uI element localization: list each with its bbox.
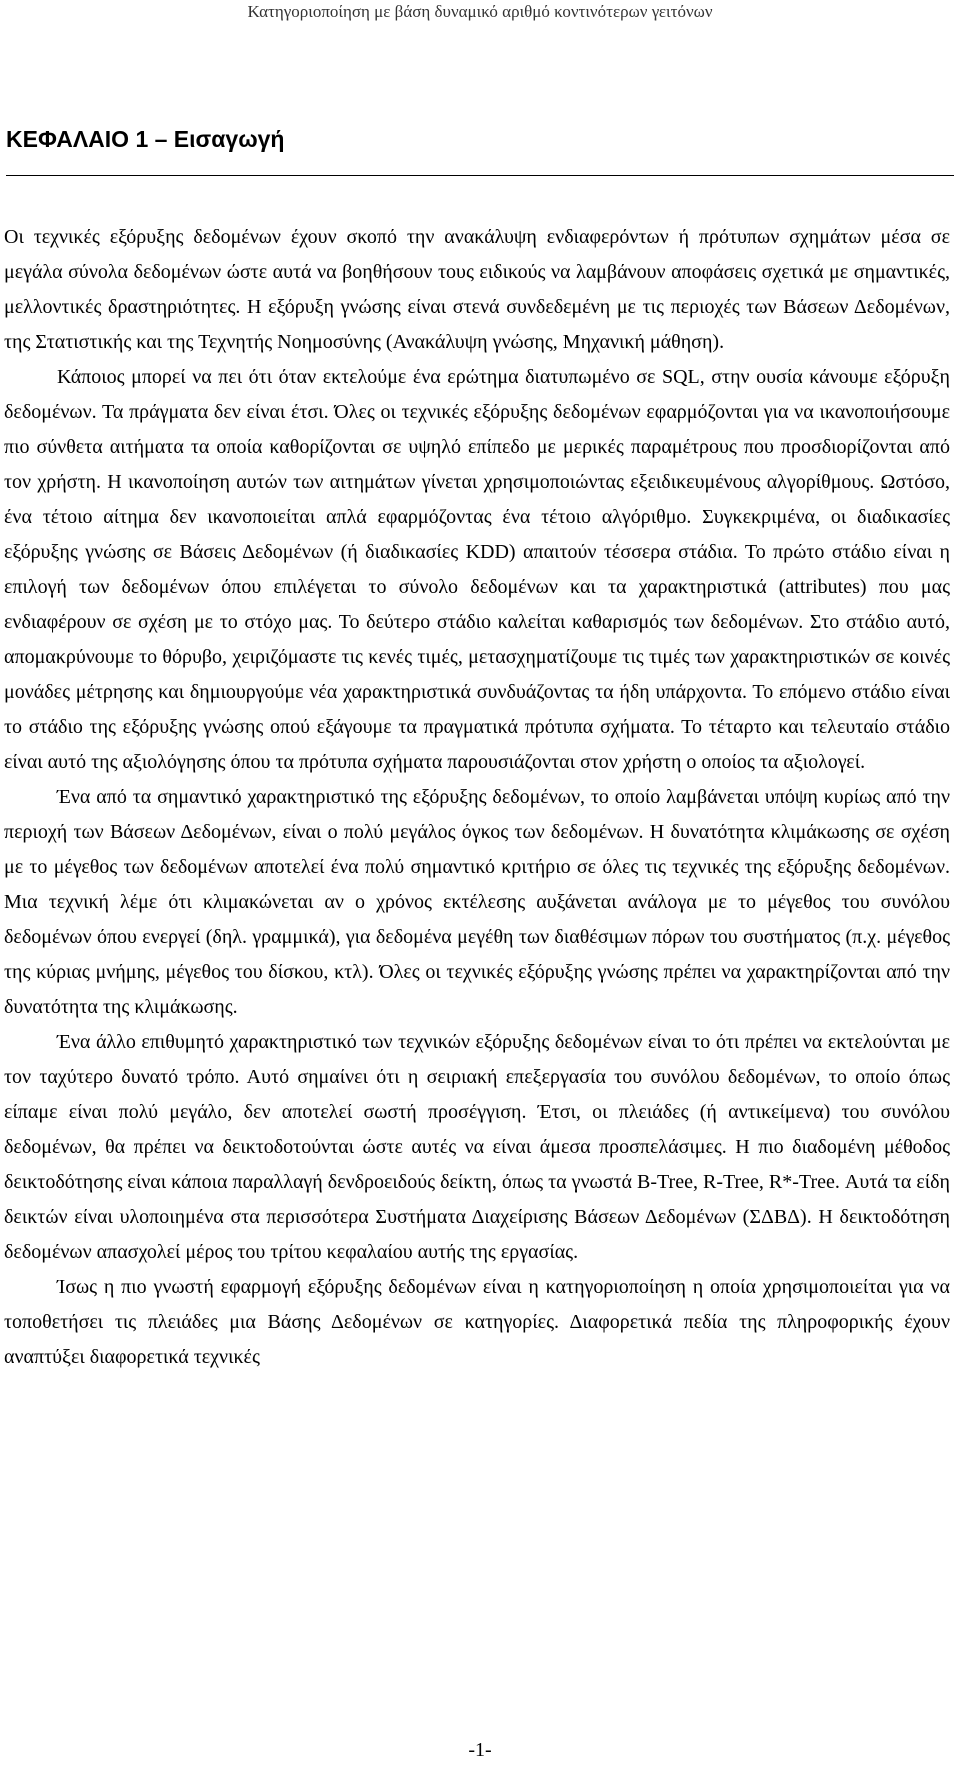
paragraph-classification: Ίσως η πιο γνωστή εφαρμογή εξόρυξης δεδομένων είναι η κατηγοριοποίηση η οποία χρησιμοποιείται για να τοποθετήσει τις πλειάδες μια Βάσης Δεδομένων σε κατηγορίες. Διαφορετικά πεδία της πληροφορικής έχουν αναπτύξει διαφορετικά τεχνικές <box>4 1276 950 1368</box>
body-text <box>4 220 950 1375</box>
paragraph-intro: Οι τεχνικές εξόρυξης δεδομένων έχουν σκοπό την ανακάλυψη ενδιαφερόντων ή πρότυπων σχημάτων μέσα σε μεγάλα σύνολα δεδομένων ώστε αυτά να βοηθήσουν τους ειδικούς να λαμβάνουν αποφάσεις σχετικά με σημαντικές, μελλοντικές δραστηριότητες. Η εξόρυξη γνώσης είναι στενά συνδεδεμένη με τις περιοχές των Βάσεων Δεδομένων, της Στατιστικής και της Τεχνητής Νοημοσύνης (Ανακάλυψη γνώσης, Μηχανική μάθηση). <box>4 226 950 353</box>
paragraph-indexing: Ένα άλλο επιθυμητό χαρακτηριστικό των τεχνικών εξόρυξης δεδομένων είναι το ότι πρέπει να εκτελούνται με τον ταχύτερο δυνατό τρόπο. Αυτό σημαίνει ότι η σειριακή επεξεργασία του συνόλου δεδομένων, το οποίο όπως είπαμε είναι πολύ μεγάλο, δεν αποτελεί σωστή προσέγγιση. Έτσι, οι πλειάδες (ή αντικείμενα) του συνόλου δεδομένων, θα πρέπει να δεικτοδοτούνται ώστε αυτές να είναι άμεσα προσπελάσιμες. Η πιο διαδομένη μέθοδος δεικτοδότησης είναι κάποια παραλλαγή δενδροειδούς δείκτη, όπως τα γνωστά B-Tree, R-Tree, R*-Tree. Αυτά τα είδη δεικτών είναι υλοποιημένα στα περισσότερα Συστήματα Διαχείρισης Βάσεων Δεδομένων (ΣΔΒΔ). Η δεικτοδότηση δεδομένων απασχολεί μέρος του τρίτου κεφαλαίου αυτής της εργασίας. <box>4 1031 950 1263</box>
chapter-title: ΚΕΦΑΛΑΙΟ 1 – Εισαγωγή <box>6 126 954 176</box>
page-number: -1- <box>468 1739 492 1761</box>
paragraph-kdd-stages: Κάποιος μπορεί να πει ότι όταν εκτελούμε ένα ερώτημα διατυπωμένο σε SQL, στην ουσία κάνουμε εξόρυξη δεδομένων. Τα πράγματα δεν είναι έτσι. Όλες οι τεχνικές εξόρυξης δεδομένων εφαρμόζονται για να ικανοποιήσουμε πιο σύνθετα αιτήματα τα οποία καθορίζονται σε υψηλό επίπεδο με μερικές παραμέτρους που προσδιορίζονται από τον χρήστη. Η ικανοποίηση αυτών των αιτημάτων γίνεται χρησιμοποιώντας εξειδικευμένους αλγορίθμους. Ωστόσο, ένα τέτοιο αίτημα δεν ικανοποιείται απλά εφαρμόζοντας ένα τέτοιο αλγόριθμο. Συγκεκριμένα, οι διαδικασίες εξόρυξης γνώσης σε Βάσεις Δεδομένων (ή διαδικασίες KDD) απαιτούν τέσσερα στάδια. Το πρώτο στάδιο είναι η επιλογή των δεδομένων όπου επιλέγεται το σύνολο δεδομένων και τα χαρακτηριστικά (attributes) που μας ενδιαφέρουν σε σχέση με το στόχο μας. Το δεύτερο στάδιο καλείται καθαρισμός των δεδομένων. Στο στάδιο αυτό, απομακρύνουμε το θόρυβο, χειριζόμαστε τις κενές τιμές, μετασχηματίζουμε τις τιμές των χαρακτηριστικών σε κοινές μονάδες μέτρησης και δημιουργούμε νέα χαρακτηριστικά συνδυάζοντας τα ήδη υπάρχοντα. Το επόμενο στάδιο είναι το στάδιο της εξόρυξης γνώσης οπού εξάγουμε τα πραγματικά πρότυπα σχήματα. Το τέταρτο και τελευταίο στάδιο είναι αυτό της αξιολόγησης όπου τα πρότυπα σχήματα παρουσιάζονται στον χρήστη ο οποίος τα αξιολογεί. <box>4 366 950 773</box>
paragraph-scalability: Ένα από τα σημαντικό χαρακτηριστικό της εξόρυξης δεδομένων, το οποίο λαμβάνεται υπόψη κυρίως από την περιοχή των Βάσεων Δεδομένων, είναι ο πολύ μεγάλος όγκος των δεδομένων. Η δυνατότητα κλιμάκωσης σε σχέση με το μέγεθος των δεδομένων αποτελεί ένα πολύ σημαντικό κριτήριο σε όλες τις τεχνικές της εξόρυξης δεδομένων. Μια τεχνική λέμε ότι κλιμακώνεται αν ο χρόνος εκτέλεσης αυξάνεται ανάλογα με το μέγεθος του συνόλου δεδομένων όπου ενεργεί (δηλ. γραμμικά), για δεδομένα μεγέθη των διαθέσιμων πόρων του συστήματος (π.χ. μέγεθος της κύριας μνήμης, μέγεθος του δίσκου, κτλ). Όλες οι τεχνικές εξόρυξης γνώσης πρέπει να χαρακτηρίζονται από την δυνατότητα της κλιμάκωσης. <box>4 786 950 1018</box>
running-header: Κατηγοριοποίηση με βάση δυναμικό αριθμό κοντινότερων γειτόνων <box>247 2 713 21</box>
